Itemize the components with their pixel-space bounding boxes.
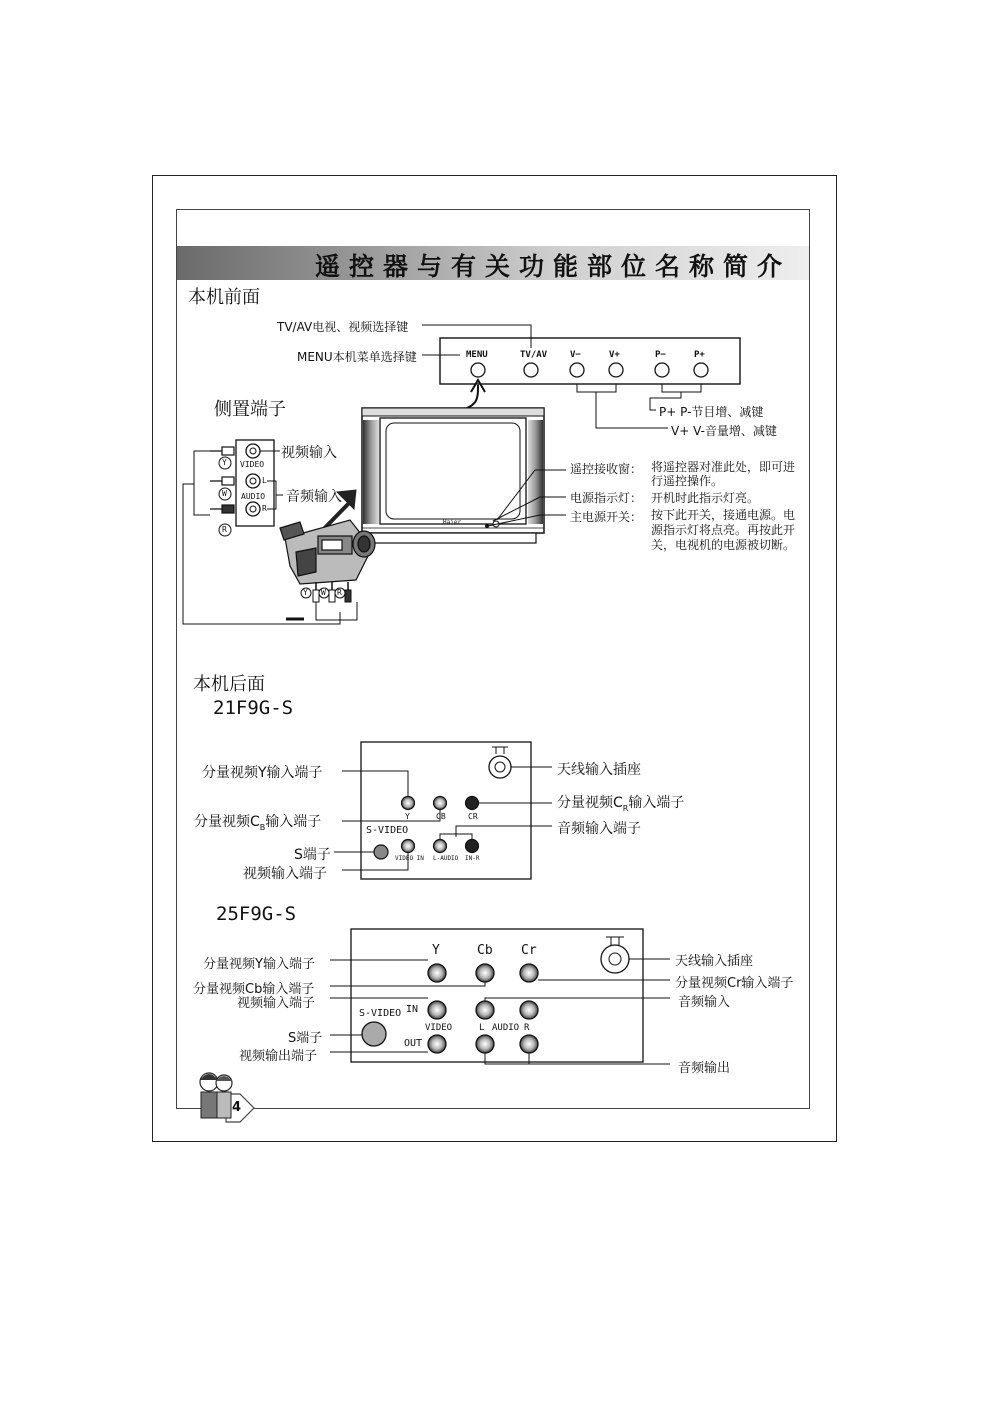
power-led-desc: 开机时此指示灯亮。 <box>651 491 760 505</box>
p-plus-button-label: P+ <box>694 350 705 360</box>
m2-comp-y-label: 分量视频Y输入端子 <box>203 957 315 972</box>
menu-button-label: MENU <box>466 350 488 360</box>
m1-audio-in-label: 音频输入端子 <box>557 821 641 837</box>
m2-comp-cr-label: 分量视频Cr输入端子 <box>675 976 794 991</box>
side-panel-r: R <box>262 504 267 513</box>
menu-button-icon <box>471 363 485 377</box>
camcorder-icon <box>280 520 375 584</box>
m1-panel-cb: CB <box>436 812 446 821</box>
v-minus-button-icon <box>570 363 584 377</box>
remote-window-desc: 将遥控器对准此处，即可进行遥控操作。 <box>651 460 796 488</box>
side-panel-l: L <box>262 476 267 485</box>
m1-panel-svideo: S-VIDEO <box>366 825 409 836</box>
m2-panel-svideo: S-VIDEO <box>359 1008 402 1019</box>
side-heading: 侧置端子 <box>214 399 286 420</box>
side-plug-w: W <box>222 489 227 498</box>
m1-panel-in-r: IN-R <box>465 855 480 862</box>
back-heading: 本机后面 <box>193 674 265 695</box>
page-number: 4 <box>232 1100 242 1115</box>
cam-plug-y: Y <box>303 588 308 597</box>
brand-logo: Haier <box>443 519 462 526</box>
m1-panel-video-in: VIDEO IN <box>395 855 424 862</box>
m1-panel-cr: CR <box>468 812 478 821</box>
v-key-label: V+ V-音量增、减键 <box>671 424 777 438</box>
m1-comp-cr-label: 分量视频$C_R$输入端子 <box>557 795 685 813</box>
m1-panel-l-audio: L-AUDIO <box>433 855 459 862</box>
m2-antenna-label: 天线输入插座 <box>675 954 754 969</box>
p-plus-button-icon <box>694 363 708 377</box>
m1-panel-y: Y <box>405 812 410 821</box>
m2-panel-cb: Cb <box>477 943 493 958</box>
p-minus-button-icon <box>655 363 669 377</box>
front-heading: 本机前面 <box>188 287 260 308</box>
side-terminal-panel <box>183 440 375 624</box>
side-plug-r: R <box>222 525 227 534</box>
v-plus-button-label: V+ <box>609 350 620 360</box>
tvav-key-label: TV/AV电视、视频选择键 <box>277 320 409 334</box>
m2-panel-r: R <box>524 1023 530 1033</box>
side-audio-in-label: 音频输入 <box>286 489 342 505</box>
m1-svideo-label: S端子 <box>294 847 331 863</box>
remote-window-title: 遥控接收窗： <box>570 462 643 476</box>
power-led-title: 电源指示灯： <box>570 491 643 505</box>
m2-audio-in-label: 音频输入 <box>678 995 731 1010</box>
v-plus-button-icon <box>609 363 623 377</box>
tv-set-illustration <box>362 408 566 543</box>
m1-video-in-label: 视频输入端子 <box>243 866 327 882</box>
m2-comp-cb-label: 分量视频Cb输入端子 <box>193 982 315 997</box>
m1-comp-cb-label: 分量视频$C_B$输入端子 <box>194 814 322 832</box>
m2-panel-in: IN <box>406 1004 419 1015</box>
main-power-title: 主电源开关： <box>570 510 643 524</box>
rear-panel-25f9g <box>330 929 670 1064</box>
page-title: 遥控器与有关功能部位名称简介 <box>314 252 791 281</box>
cartoon-kids-icon <box>200 1073 232 1118</box>
m2-svideo-label: S端子 <box>288 1031 323 1046</box>
m2-panel-y: Y <box>432 943 440 958</box>
m2-audio-out-label: 音频输出 <box>678 1061 731 1076</box>
v-minus-button-label: V− <box>570 350 581 360</box>
m1-comp-y-label: 分量视频Y输入端子 <box>202 765 323 781</box>
m2-video-out-label: 视频输出端子 <box>239 1049 318 1064</box>
side-panel-video: VIDEO <box>240 460 265 469</box>
model-25f9g: 25F9G-S <box>216 903 297 925</box>
tvav-button-label: TV/AV <box>520 350 548 360</box>
side-plug-y: Y <box>222 458 227 467</box>
m2-panel-audio: AUDIO <box>492 1023 520 1033</box>
p-minus-button-label: P− <box>655 350 666 360</box>
m2-panel-l: L <box>479 1023 485 1033</box>
m2-panel-out: OUT <box>404 1038 423 1049</box>
cam-plug-r: R <box>337 588 342 597</box>
p-key-label: P+ P-节目增、减键 <box>659 405 764 419</box>
menu-key-label: MENU本机菜单选择键 <box>297 350 417 364</box>
page-number-badge <box>200 1073 254 1122</box>
tvav-button-icon <box>524 363 538 377</box>
model-21f9g: 21F9G-S <box>213 697 294 719</box>
cam-plug-w: W <box>321 588 326 597</box>
m2-video-in-label: 视频输入端子 <box>237 996 316 1011</box>
m2-panel-video: VIDEO <box>425 1023 453 1033</box>
m2-panel-cr: Cr <box>521 943 537 958</box>
m1-antenna-label: 天线输入插座 <box>557 762 641 778</box>
main-power-desc: 按下此开关，接通电源。电源指示灯将点亮。再按此开关，电视机的电源被切断。 <box>651 508 796 552</box>
side-panel-audio: AUDIO <box>241 492 266 501</box>
side-video-in-label: 视频输入 <box>281 445 337 461</box>
